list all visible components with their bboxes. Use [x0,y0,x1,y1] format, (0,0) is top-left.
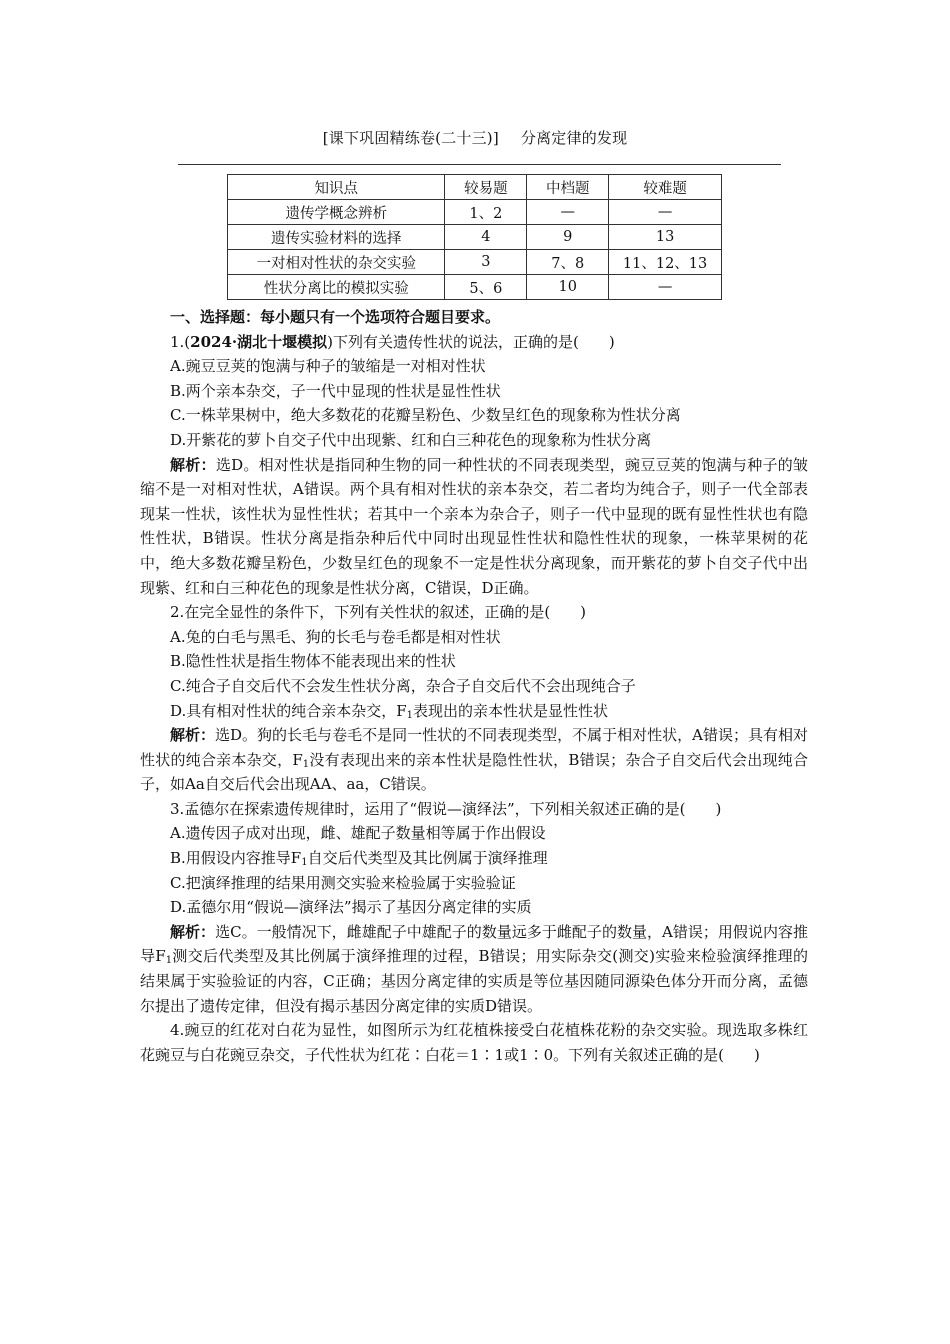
question-body [140,305,808,1067]
question-4-stem: 4.豌豆的红花对白花为显性，如图所示为红花植株接受白花植株花粉的杂交实验。现选取多株红花豌豆与白花豌豆杂交，子代性状为红花∶白花＝1∶1或1∶0。下列有关叙述正确的是( ) [140,1021,808,1064]
question-2-stem: 2.在完全显性的条件下，下列有关性状的叙述，正确的是( ) [170,603,587,622]
table-cell: 10 [527,275,609,300]
table-cell: 遗传实验材料的选择 [228,225,445,250]
title-divider [178,164,781,165]
question-3-option-d: D.孟德尔用“假说—演绎法”揭示了基因分离定律的实质 [170,898,532,917]
question-2-analysis: 解析：选D。狗的长毛与卷毛不是同一性状的不同表现类型，不属于相对性状，A错误；具有相对性状的纯合亲本杂交，$F_1$没有表现出来的亲本性状是隐性性状，B错误；杂合子自交后代会出现纯合子，如Aa自交后代会出现AA、aa，C错误。 [140,726,808,794]
table-cell: 13 [609,225,722,250]
table-cell: 遗传学概念辨析 [228,200,445,225]
question-3-option-c: C.把演绎推理的结果用测交实验来检验属于实验验证 [170,873,516,892]
title-topic: 分离定律的发现 [520,129,628,147]
question-3-option-a: A.遗传因子成对出现，雌、雄配子数量相等属于作出假设 [170,824,546,843]
question-1-option-a: A.豌豆豆荚的饱满与种子的皱缩是一对相对性状 [170,357,486,376]
question-2-option-d: D.具有相对性状的纯合亲本杂交，$F_1$表现出的亲本性状是显性性状 [170,701,609,721]
table-cell: 7、8 [527,250,609,275]
section-heading: 一、选择题：每小题只有一个选项符合题目要求。 [170,308,501,326]
question-1-option-d: D.开紫花的萝卜自交子代中出现紫、红和白三种花色的现象称为性状分离 [170,430,652,449]
table-header-cell: 较易题 [445,175,527,200]
question-2-option-b: B.隐性性状是指生物体不能表现出来的性状 [170,652,456,671]
question-1-stem: 1.(2024·湖北十堰模拟)下列有关遗传性状的说法，正确的是( ) [170,332,615,351]
table-cell: 性状分离比的模拟实验 [228,275,445,300]
table-cell: 9 [527,225,609,250]
table-cell: 5、6 [445,275,527,300]
table-row [228,275,722,300]
table-cell: 3 [445,250,527,275]
analysis-label: 解析： [170,726,216,745]
table-cell: 1、2 [445,200,527,225]
analysis-label: 解析： [170,455,216,474]
table-cell: — [527,200,609,225]
table-cell: — [609,200,722,225]
table-header-row [228,175,722,200]
question-2-option-a: A.兔的白毛与黑毛、狗的长毛与卷毛都是相对性状 [170,627,501,646]
table-cell: 4 [445,225,527,250]
table-cell: — [609,275,722,300]
question-3-option-b: B.用假设内容推导$F_1$自交后代类型及其比例属于演绎推理 [170,849,548,869]
table-header-cell: 较难题 [609,175,722,200]
knowledge-point-table [227,174,722,300]
table-row [228,250,722,275]
question-2-option-c: C.纯合子自交后代不会发生性状分离，杂合子自交后代不会出现纯合子 [170,676,636,695]
question-1-option-c: C.一株苹果树中，绝大多数花的花瓣呈粉色、少数呈红色的现象称为性状分离 [170,406,681,425]
table-cell: 11、12、13 [609,250,722,275]
table-row [228,225,722,250]
table-header-cell: 知识点 [228,175,445,200]
table-row [228,200,722,225]
table-cell: 一对相对性状的杂交实验 [228,250,445,275]
question-3-analysis: 解析：选C。一般情况下，雌雄配子中雄配子的数量远多于雌配子的数量，A错误；用假说内容推导$F_1$测交后代类型及其比例属于演绎推理的过程，B错误；用实际杂交(测交)实验来检验演绎推理的结果属于实验验证的内容，C正确；基因分离定律的实质是等位基因随同源染色体分开而分离，孟德尔提出了遗传定律，但没有揭示基因分离定律的实质D错误。 [140,922,808,1015]
analysis-label: 解析： [170,922,216,941]
title-series: [课下巩固精练卷(二十三)] [322,129,499,147]
table-header-cell: 中档题 [527,175,609,200]
question-1-option-b: B.两个亲本杂交，子一代中显现的性状是显性性状 [170,381,501,400]
question-1-analysis: 解析：选D。相对性状是指同种生物的同一种性状的不同表现类型，豌豆豆荚的饱满与种子的皱缩不是一对相对性状，A错误。两个具有相对性状的亲本杂交，若二者均为纯合子，则子一代全部表现某一性状，该性状为显性性状；若其中一个亲本为杂合子，则子一代中显现的既有显性性状也有隐性性状，B错误。性状分离是指杂种后代中同时出现显性性状和隐性性状的现象，一株苹果树的花中，绝大多数花瓣呈粉色，少数呈红色的现象不一定是性状分离现象，而开紫花的萝卜自交子代中出现紫、红和白三种花色的现象是性状分离，C错误，D正确。 [140,455,808,597]
page-title [0,127,950,148]
question-source: 2024·湖北十堰模拟 [190,332,328,351]
question-3-stem: 3.孟德尔在探索遗传规律时，运用了“假说—演绎法”，下列相关叙述正确的是( ) [170,799,722,818]
